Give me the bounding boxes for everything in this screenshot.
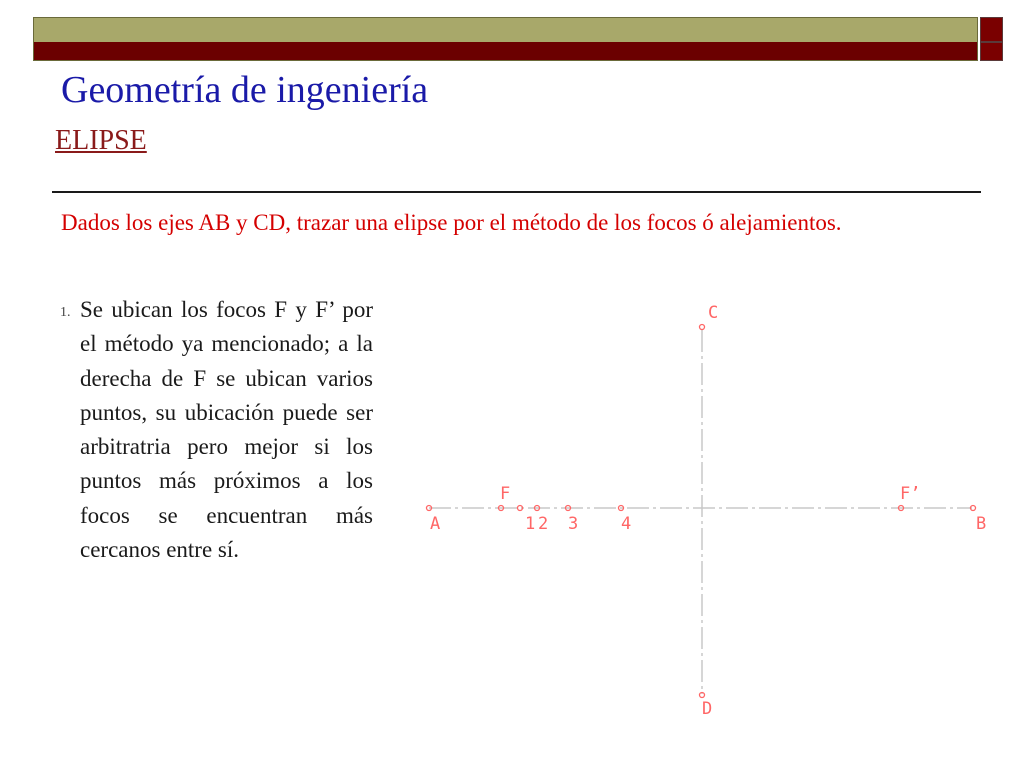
label-2: 2: [538, 514, 549, 534]
step-number: 1.: [60, 305, 71, 320]
section-link-elipse[interactable]: ELIPSE: [55, 125, 147, 156]
label-d: D: [702, 699, 713, 719]
header-banner: [33, 17, 978, 61]
label-f-prime: F’: [900, 484, 921, 504]
banner-square-bottom: [980, 42, 1003, 61]
label-1: 1: [525, 514, 536, 534]
label-c: C: [708, 303, 719, 323]
problem-statement: Dados los ejes AB y CD, trazar una elipse por el método de los focos ó alejamientos.: [61, 210, 842, 235]
banner-olive-stripe: [34, 18, 977, 42]
label-f: F: [500, 484, 511, 504]
label-b: B: [976, 514, 987, 534]
title-divider: [52, 191, 981, 193]
label-3: 3: [568, 514, 579, 534]
point-c: [700, 325, 705, 330]
label-a: A: [430, 514, 441, 534]
ellipse-axes-diagram: [410, 290, 1010, 730]
banner-maroon-stripe: [34, 42, 977, 60]
label-4: 4: [621, 514, 632, 534]
banner-square-top: [980, 17, 1003, 42]
page-title: Geometría de ingeniería: [61, 69, 429, 111]
step-text: Se ubican los focos F y F’ por el método ya mencionado; a la derecha de F se ubican varios puntos, su ubicación puede ser arbitratria pero mejor si los puntos más próximos a los focos se encuentran más cercanos entre sí.: [80, 297, 373, 563]
